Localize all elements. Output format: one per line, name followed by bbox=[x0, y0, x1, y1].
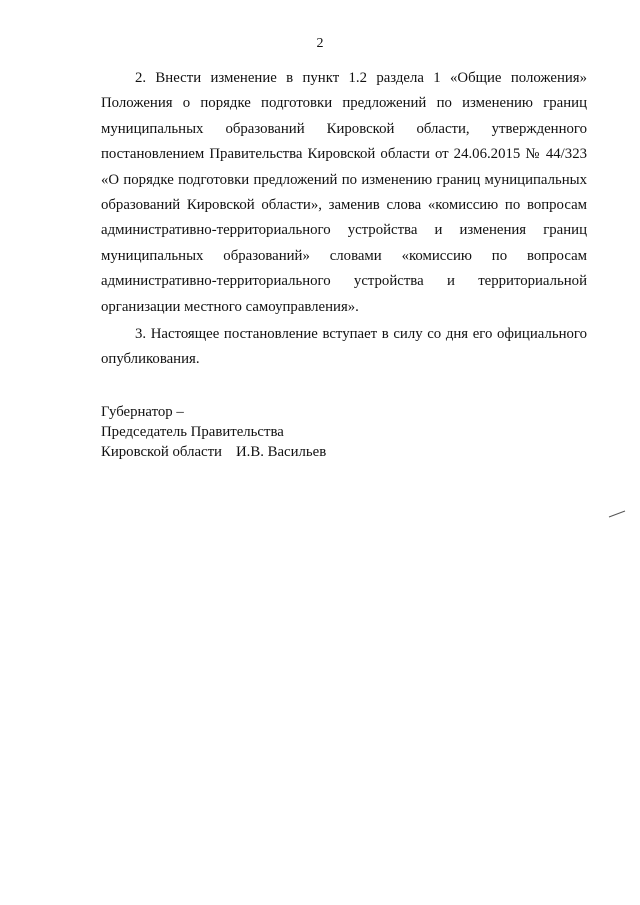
page-number: 2 bbox=[316, 36, 324, 51]
document-body bbox=[101, 66, 587, 373]
paragraph-line: организации местного самоуправления». bbox=[101, 298, 359, 315]
scan-mark-icon bbox=[608, 510, 626, 518]
paragraph-line: «О порядке подготовки предложений по изменению границ муниципальных bbox=[101, 171, 587, 188]
paragraph-line: административно-территориального устройства и территориальной bbox=[101, 273, 587, 290]
signatory-title-line-1: Губернатор – bbox=[101, 404, 184, 420]
paragraph-line: Положения о порядке подготовки предложений по изменению границ bbox=[101, 95, 587, 112]
paragraph-line: постановлением Правительства Кировской области от 24.06.2015 № 44/323 bbox=[101, 146, 587, 163]
signatory-title-line-2: Председатель Правительства bbox=[101, 424, 284, 440]
paragraph-line: опубликования. bbox=[101, 351, 200, 368]
signatory-name: И.В. Васильев bbox=[235, 444, 327, 460]
signatory-title-line-3 bbox=[101, 442, 401, 462]
paragraph-line: административно-территориального устройства и изменения границ bbox=[101, 222, 587, 239]
paragraph-line: образований Кировской области», заменив слова «комиссию по вопросам bbox=[101, 196, 587, 213]
paragraph-item-3 bbox=[101, 322, 587, 373]
signature-block bbox=[101, 402, 401, 462]
signatory-region: Кировской области bbox=[101, 444, 222, 460]
paragraph-line: муниципальных образований» словами «комиссию по вопросам bbox=[101, 247, 587, 264]
paragraph-line: 3. Настоящее постановление вступает в силу со дня его официального bbox=[135, 325, 587, 342]
paragraph-line: муниципальных образований Кировской области, утвержденного bbox=[101, 120, 587, 137]
paragraph-line: 2. Внести изменение в пункт 1.2 раздела 1 «Общие положения» bbox=[135, 70, 587, 86]
paragraph-item-2 bbox=[101, 66, 587, 320]
